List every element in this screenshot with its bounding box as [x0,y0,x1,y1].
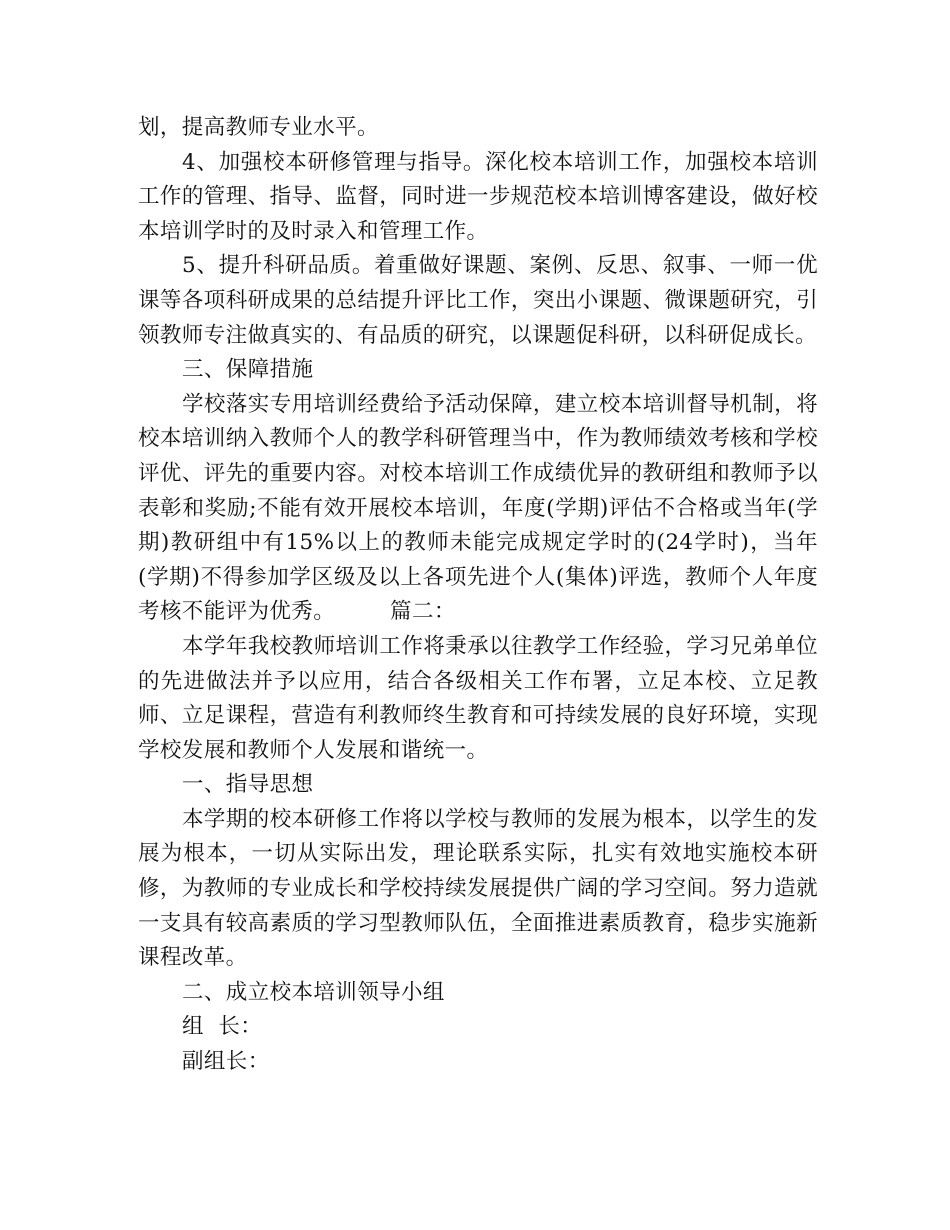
document-body [138,111,818,1080]
section-heading-leadership-group: 二、成立校本培训领导小组 [182,979,445,1005]
paragraph-item-5: 5、提升科研品质。着重做好课题、案例、反思、叙事、一师一优课等各项科研成果的总结提升评比工作，突出小课题、微课题研究，引领教师专注做真实的、有品质的研究，以课题促科研，以科研促成长。 [138,253,818,348]
paragraph-guiding-ideology: 本学期的校本研修工作将以学校与教师的发展为根本，以学生的发展为根本，一切从实际出发，理论联系实际，扎实有效地实施校本研修，为教师的专业成长和学校持续发展提供广阔的学习空间。努力造就一支具有较高素质的学习型教师队伍，全面推进素质教育，稳步实施新课程改革。 [138,806,818,971]
section-heading-safeguards: 三、保障措施 [182,357,314,383]
line-deputy-group-leader: 副组长： [182,1049,270,1075]
paragraph-safeguards: 学校落实专用培训经费给予活动保障，建立校本培训督导机制，将校本培训纳入教师个人的教学科研管理当中，作为教师绩效考核和学校评优、评先的重要内容。对校本培训工作成绩优异的教研组和教师予以表彰和奖励;不能有效开展校本培训，年度(学期)评估不合格或当年(学期)教研组中有15%以上的教师未能完成规定学时的(24学时)，当年(学期)不得参加学区级及以上各项先进个人(集体)评选，教师个人年度考核不能评为优秀。 篇二： [138,391,818,625]
line-group-leader: 组 长： [182,1014,263,1040]
section-heading-guiding-ideology: 一、指导思想 [182,772,314,798]
paragraph-item-4: 4、加强校本研修管理与指导。深化校本培训工作，加强校本培训工作的管理、指导、监督，同时进一步规范校本培训博客建设，做好校本培训学时的及时录入和管理工作。 [138,149,818,244]
paragraph-part-two-intro: 本学年我校教师培训工作将秉承以往教学工作经验，学习兄弟单位的先进做法并予以应用，结合各级相关工作布署，立足本校、立足教师、立足课程，营造有利教师终生教育和可持续发展的良好环境，实现学校发展和教师个人发展和谐统一。 [138,633,818,763]
paragraph-continuation: 划，提高教师专业水平。 [138,115,379,140]
